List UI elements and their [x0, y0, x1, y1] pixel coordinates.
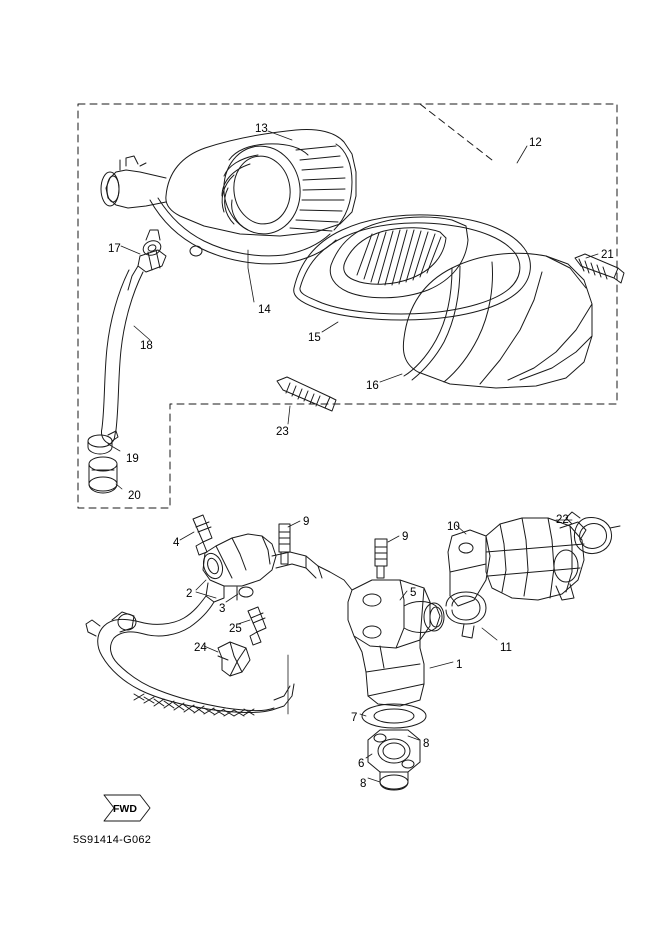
callout-24: 24	[194, 642, 207, 654]
callout-25: 25	[229, 623, 242, 635]
part-13-intake-duct	[101, 130, 356, 264]
callout-15: 15	[308, 332, 321, 344]
part-16-air-cleaner-case	[403, 253, 592, 388]
callout-14: 14	[258, 304, 271, 316]
leader-lines	[108, 131, 598, 782]
part-4-bolt	[193, 515, 212, 555]
group-boundary-upper	[78, 104, 617, 508]
part-24-bracket	[218, 642, 250, 676]
callout-12: 12	[529, 137, 542, 149]
callout-9-upper: 9	[303, 516, 310, 528]
callout-22: 22	[556, 514, 569, 526]
callout-11: 11	[500, 642, 512, 654]
callout-6: 6	[358, 758, 365, 770]
callout-10: 10	[447, 521, 460, 533]
callout-19: 19	[126, 453, 139, 465]
part-23-bolt	[277, 377, 336, 411]
callout-3: 3	[219, 603, 226, 615]
part-17-hose-joint	[128, 250, 166, 290]
callout-7: 7	[351, 712, 358, 724]
callout-1: 1	[456, 659, 463, 671]
part-18-breather-hose	[101, 270, 143, 444]
callout-23: 23	[276, 426, 289, 438]
fuel-hose	[86, 596, 294, 716]
part-5-joint-flange	[348, 580, 444, 648]
callout-16: 16	[366, 380, 379, 392]
part-25-bolt	[248, 607, 266, 645]
part-9-bolt-b	[375, 539, 387, 578]
part-20-rubber-cap	[89, 457, 117, 493]
throttle-body	[486, 518, 586, 600]
part-22-clamp	[566, 512, 620, 554]
callout-8-upper: 8	[423, 738, 430, 750]
callout-18: 18	[140, 340, 153, 352]
part-9-bolt-a	[279, 524, 290, 564]
part-2-3-injector-rail	[200, 534, 352, 602]
callout-2: 2	[186, 588, 193, 600]
fwd-label: FWD	[113, 803, 137, 815]
callout-21: 21	[601, 249, 614, 261]
callout-13: 13	[255, 123, 268, 135]
callout-20: 20	[128, 490, 141, 502]
callout-4: 4	[173, 537, 180, 549]
part-19-clamp	[88, 431, 118, 454]
callout-8-lower: 8	[360, 778, 367, 790]
group-boundary-upper-notch	[420, 104, 492, 160]
part-1-intake-joint	[354, 636, 424, 706]
part-7-gasket	[362, 704, 426, 728]
figure-part-code: 5S91414-G062	[73, 834, 152, 846]
part-15-air-filter-element	[330, 217, 468, 298]
callout-9-lower: 9	[402, 531, 409, 543]
callout-5: 5	[410, 587, 417, 599]
callout-17: 17	[108, 243, 121, 255]
